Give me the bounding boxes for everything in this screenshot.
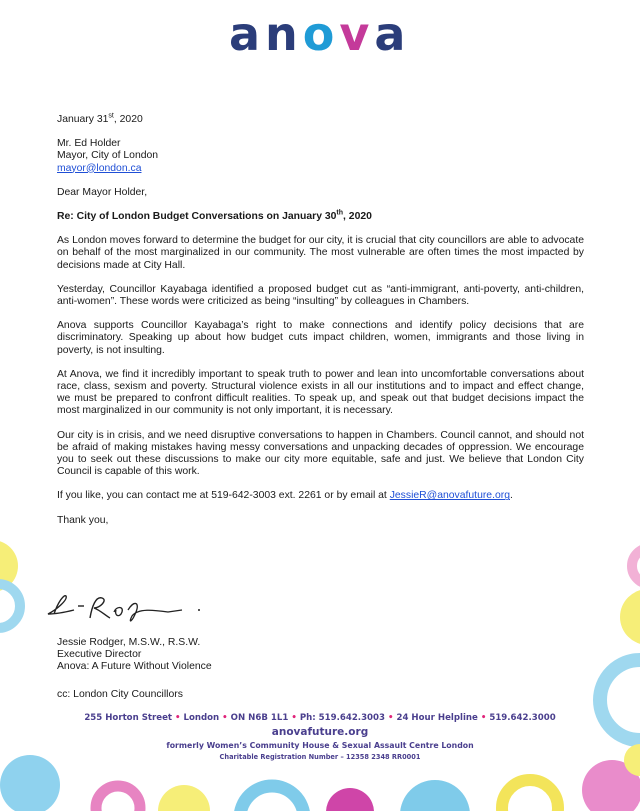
paragraph-4: At Anova, we find it incredibly important to speak truth to power and lean into uncomfortable conversations about race, class, sexism and poverty. Structural violence exists in all our institutions and to impact and effect change, we must be prepared to confront difficult realities. To speak up, and speak out that budget decisions impact the most marginalized in our community is not only important, it is necessary. <box>57 368 584 417</box>
recipient-name: Mr. Ed Holder <box>57 138 121 150</box>
logo-letter-n: n <box>265 7 303 61</box>
circle-left-cyan <box>0 584 20 628</box>
closing: Thank you, <box>57 514 109 526</box>
signature-block <box>57 637 212 674</box>
circle-bottom-cyan-3 <box>400 780 470 811</box>
cc-line: cc: London City Councillors <box>57 689 183 700</box>
handwritten-signature <box>44 588 214 628</box>
circle-right-pink <box>632 548 640 584</box>
signer-title: Executive Director <box>57 649 142 661</box>
footer-charity-number: Charitable Registration Number – 12358 2348 RR0001 <box>219 753 421 761</box>
recipient-title: Mayor, City of London <box>57 150 159 162</box>
salutation: Dear Mayor Holder, <box>57 186 148 198</box>
recipient-email-link[interactable]: mayor@london.ca <box>57 162 142 174</box>
circle-bottom-pink-1 <box>96 786 140 811</box>
circle-bottom-yellow-1 <box>158 785 210 811</box>
signer-name: Jessie Rodger, M.S.W., R.S.W. <box>57 637 201 648</box>
paragraph-3: Anova supports Councillor Kayabaga’s right to make connections and identify policy decisions that are discriminatory. Speaking up about how budget cuts impact children, women, immigrants and those living in poverty, is not insulting. <box>57 320 584 356</box>
circle-bottom-magenta <box>326 788 374 811</box>
footer-formerly: formerly Women’s Community House & Sexual Assault Centre London <box>166 741 474 750</box>
contact-line: If you like, you can contact me at 519-642-3003 ext. 2261 or by email at JessieR@anovafuture.org. <box>57 490 513 502</box>
letter-body <box>57 114 584 527</box>
footer-website[interactable]: anovafuture.org <box>271 726 369 738</box>
logo-letter-a2: a <box>374 7 411 61</box>
paragraph-1: As London moves forward to determine the budget for our city, it is crucial that city councillors are able to advocate on behalf of the most marginalized in our community. The most vulnerable are often times the most impacted by decisions made at City Hall. <box>57 235 584 271</box>
logo-letter-o: o <box>302 7 340 61</box>
logo-wordmark <box>229 6 410 62</box>
paragraph-2: Yesterday, Councillor Kayabaga identified a proposed budget cut as “anti-immigrant, anti-poverty, anti-children, anti-women”. These words were criticized as being “insulting” by colleagues in Chambers. <box>57 283 584 308</box>
logo-letter-v: v <box>339 7 375 61</box>
anova-logo <box>0 6 640 62</box>
circle-bottom-cyan-2 <box>240 786 304 811</box>
logo-letter-a1: a <box>229 7 266 61</box>
letterhead-footer <box>0 712 640 763</box>
paragraph-5: Our city is in crisis, and we need disruptive conversations to happen in Chambers. Council cannot, and should not be afraid of making mistakes having messy conversations and unpacking decades of oppression. We encourage you to seek out these discussions to make our city more equitable, safe and just. We believe that London City Council is capable of this work. <box>57 429 584 478</box>
signer-org: Anova: A Future Without Violence <box>57 661 212 673</box>
circle-bottom-yellow-2 <box>502 780 558 811</box>
circle-right-yellow <box>620 589 640 645</box>
contact-email-link[interactable]: JessieR@anovafuture.org <box>389 490 510 502</box>
circle-bottom-cyan-1 <box>0 755 60 811</box>
subject-line: Re: City of London Budget Conversations on January 30th, 2020 <box>57 209 372 223</box>
footer-address-line: 255 Horton Street • London • ON N6B 1L1 • Ph: 519.642.3003 • 24 Hour Helpline • 519.642.3000 <box>84 713 556 723</box>
letter-date: January 31st, 2020 <box>57 112 143 125</box>
